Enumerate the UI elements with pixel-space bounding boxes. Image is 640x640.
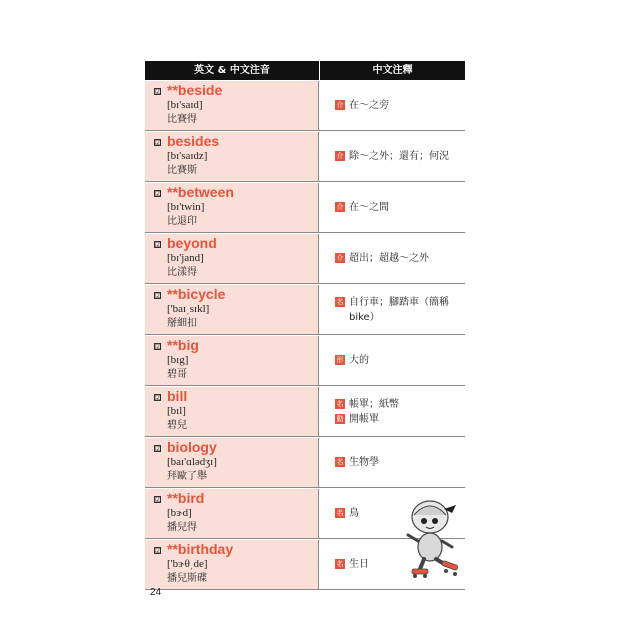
entry-definition-cell: [319, 183, 465, 232]
entry-ipa: [bɪ'twin]: [167, 201, 205, 213]
part-of-speech-badge: 介: [336, 101, 344, 109]
definition-line: [335, 455, 457, 470]
part-of-speech-badge: 名: [336, 509, 344, 517]
definition-line: [335, 397, 457, 412]
entry-ipa: [bɪl]: [167, 405, 186, 417]
entry-definition-cell: [319, 336, 465, 385]
table-header: [145, 61, 465, 80]
entry-word: bill: [167, 388, 188, 404]
entry-english-cell: [145, 183, 319, 232]
entry-ipa: ['bɝθˌde]: [167, 558, 208, 570]
entry-row: [145, 183, 465, 233]
page-number: 24: [150, 587, 162, 598]
definition-text: 在～之間: [349, 202, 389, 213]
definition-line: [335, 98, 457, 113]
entry-english-cell: [145, 387, 319, 436]
part-of-speech-badge: 介: [336, 203, 344, 211]
entry-english-cell: [145, 489, 319, 538]
entry-english-cell: [145, 81, 319, 130]
entry-english-cell: [145, 438, 319, 487]
entry-word: **between: [167, 184, 234, 200]
definition-text: 自行車；腳踏車（簡稱 bike）: [349, 296, 449, 323]
part-of-speech-badge: 動: [336, 414, 344, 423]
entry-definition-cell: [319, 132, 465, 181]
definition-line: [335, 251, 457, 266]
entry-definition-cell: [319, 234, 465, 283]
part-of-speech-badge: 形: [336, 356, 344, 364]
definition-text: 開帳單: [349, 413, 379, 425]
entry-definition-cell: [319, 387, 465, 436]
checkbox-icon: ☑: [155, 547, 162, 555]
entry-ipa: [bɪg]: [167, 354, 189, 366]
entry-zh-phonetic: 碧哥: [167, 369, 187, 380]
entry-row: [145, 387, 465, 437]
entry-zh-phonetic: 比賽得: [167, 114, 197, 125]
header-english-phonetic: 英文 & 中文注音: [145, 61, 320, 80]
checkbox-icon: ☑: [155, 445, 162, 453]
definition-text: 生日: [349, 559, 369, 570]
definition-text: 超出；超越～之外: [349, 253, 429, 264]
entry-zh-phonetic: 播兒斯碟: [167, 573, 207, 584]
mascot-illustration: [400, 495, 466, 581]
checkbox-icon: ☑: [155, 292, 162, 300]
checkbox-icon: ☑: [155, 241, 162, 249]
entry-english-cell: [145, 132, 319, 181]
entry-word: **birthday: [167, 541, 234, 557]
definition-text: 除～之外；還有；何況: [349, 151, 449, 162]
entry-word: **bicycle: [167, 286, 226, 302]
part-of-speech-badge: 介: [336, 152, 344, 160]
definition-line: [335, 353, 457, 368]
entry-ipa: ['baɪˌsɪkl]: [167, 303, 210, 315]
part-of-speech-badge: 介: [336, 254, 344, 262]
entry-definition-cell: [319, 81, 465, 130]
checkbox-icon: ☑: [155, 496, 162, 504]
entry-ipa: [baɪ'ɑlədʒɪ]: [167, 456, 217, 468]
definition-line: [335, 200, 457, 215]
definition-text: 在～之旁: [349, 100, 389, 111]
entry-zh-phonetic: 碧兒: [167, 420, 187, 431]
definition-text: 大的: [349, 355, 369, 366]
entry-zh-phonetic: 播兒得: [167, 522, 197, 533]
entry-zh-phonetic: 拜歐了舉: [167, 471, 207, 482]
entry-english-cell: [145, 336, 319, 385]
entry-english-cell: [145, 234, 319, 283]
definition-text: 帳單；紙幣: [349, 398, 399, 410]
checkbox-icon: ☑: [155, 88, 162, 96]
entry-zh-phonetic: 比賽斯: [167, 165, 197, 176]
entry-word: **bird: [167, 490, 205, 506]
entry-ipa: [bɝd]: [167, 507, 192, 519]
entry-zh-phonetic: 比退印: [167, 216, 197, 227]
entry-word: beyond: [167, 235, 217, 251]
entry-ipa: [bɪ'saɪdz]: [167, 150, 208, 162]
entry-ipa: [bɪ'saɪd]: [167, 99, 203, 111]
entry-english-cell: [145, 540, 319, 589]
entry-word: **beside: [167, 82, 223, 98]
entry-ipa: [bɪ'jand]: [167, 252, 204, 264]
entry-zh-phonetic: 掰細扣: [167, 318, 197, 329]
entry-word: besides: [167, 133, 220, 149]
checkbox-icon: ☑: [155, 394, 162, 402]
checkbox-icon: ☑: [155, 139, 162, 147]
definition-line: [335, 295, 457, 325]
entry-zh-phonetic: 比漾得: [167, 267, 197, 278]
entry-definition-cell: [319, 285, 465, 334]
definition-text: 鳥: [349, 508, 359, 519]
entry-row: [145, 285, 465, 335]
entry-word: biology: [167, 439, 217, 455]
definition-text: 生物學: [349, 457, 379, 468]
part-of-speech-badge: 名: [336, 297, 344, 306]
checkbox-icon: ☑: [155, 190, 162, 198]
checkbox-icon: ☑: [155, 343, 162, 351]
definition-line: [335, 149, 457, 164]
part-of-speech-badge: 名: [336, 399, 344, 408]
entry-row: [145, 336, 465, 386]
entry-english-cell: [145, 285, 319, 334]
entry-row: [145, 81, 465, 131]
entry-row: [145, 132, 465, 182]
part-of-speech-badge: 名: [336, 458, 344, 466]
entry-word: **big: [167, 337, 199, 353]
entry-definition-cell: [319, 438, 465, 487]
part-of-speech-badge: 名: [336, 560, 344, 568]
entry-row: [145, 438, 465, 488]
header-chinese-notes: 中文注釋: [372, 65, 413, 76]
entry-row: [145, 234, 465, 284]
definition-line: [335, 412, 457, 427]
